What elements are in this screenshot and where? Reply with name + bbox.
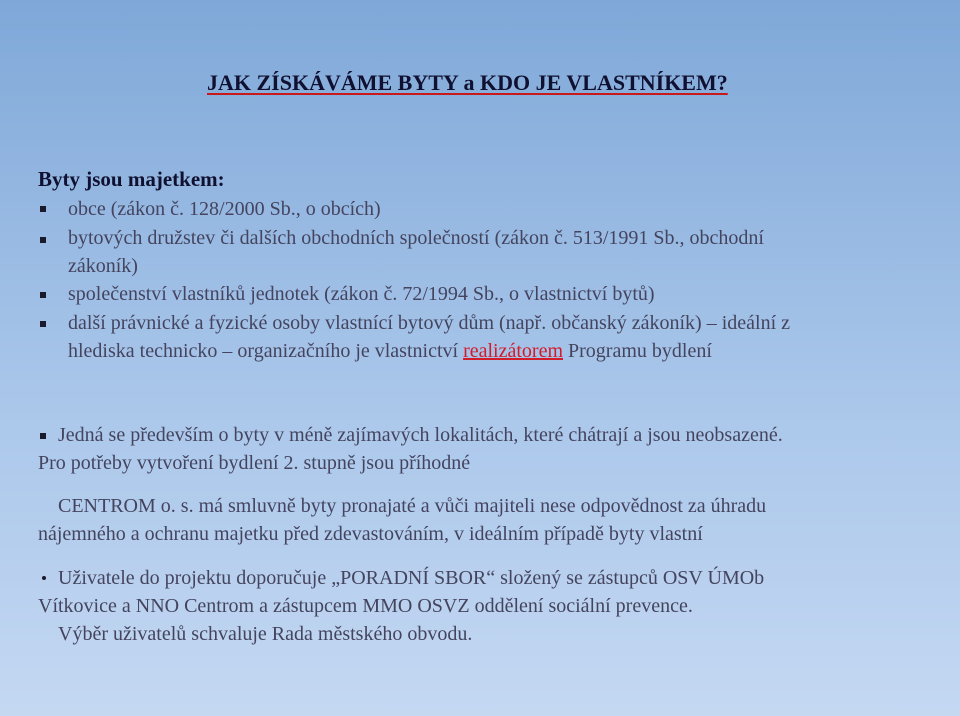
bullet-icon <box>40 237 46 243</box>
realizator-link[interactable]: realizátorem <box>463 340 564 362</box>
bullet-icon <box>40 321 46 327</box>
list-item-text: hlediska technicko – organizačního je vlastnictví <box>68 340 459 362</box>
bullet-icon <box>40 292 46 298</box>
paragraph-line: Výběr uživatelů schvaluje Rada městského obvodu. <box>58 623 473 645</box>
list-item-continuation: zákoník) <box>68 255 138 277</box>
list-item-text: Programu bydlení <box>568 340 712 362</box>
bullet-icon <box>40 206 46 212</box>
paragraph-line: nájemného a ochranu majetku před zdevastováním, v ideálním případě byty vlastní <box>38 523 703 545</box>
bullet-icon <box>42 576 46 580</box>
paragraph-line: Jedná se především o byty v méně zajímavých lokalitách, které chátrají a jsou neobsazené. <box>58 424 783 446</box>
list-item-continuation <box>68 339 712 363</box>
paragraph-line: CENTROM o. s. má smluvně byty pronajaté a vůči majiteli nese odpovědnost za úhradu <box>58 495 767 517</box>
bullet-icon <box>40 433 46 439</box>
list-item: společenství vlastníků jednotek (zákon č. 72/1994 Sb., o vlastnictví bytů) <box>68 283 655 305</box>
list-item: obce (zákon č. 128/2000 Sb., o obcích) <box>68 198 381 220</box>
section-heading: Byty jsou majetkem: <box>38 167 225 191</box>
paragraph-line: Pro potřeby vytvoření bydlení 2. stupně jsou příhodné <box>38 452 471 474</box>
paragraph-line: Vítkovice a NNO Centrom a zástupcem MMO OSVZ oddělení sociální prevence. <box>38 595 693 617</box>
paragraph-line: Uživatele do projektu doporučuje „PORADNÍ SBOR“ složený se zástupců OSV ÚMOb <box>58 567 765 589</box>
page-title: JAK ZÍSKÁVÁME BYTY a KDO JE VLASTNÍKEM? <box>207 70 728 95</box>
list-item: bytových družstev či dalších obchodních společností (zákon č. 513/1991 Sb., obchodní <box>68 227 764 249</box>
list-item: další právnické a fyzické osoby vlastnící bytový dům (např. občanský zákoník) – ideální z <box>68 312 791 334</box>
